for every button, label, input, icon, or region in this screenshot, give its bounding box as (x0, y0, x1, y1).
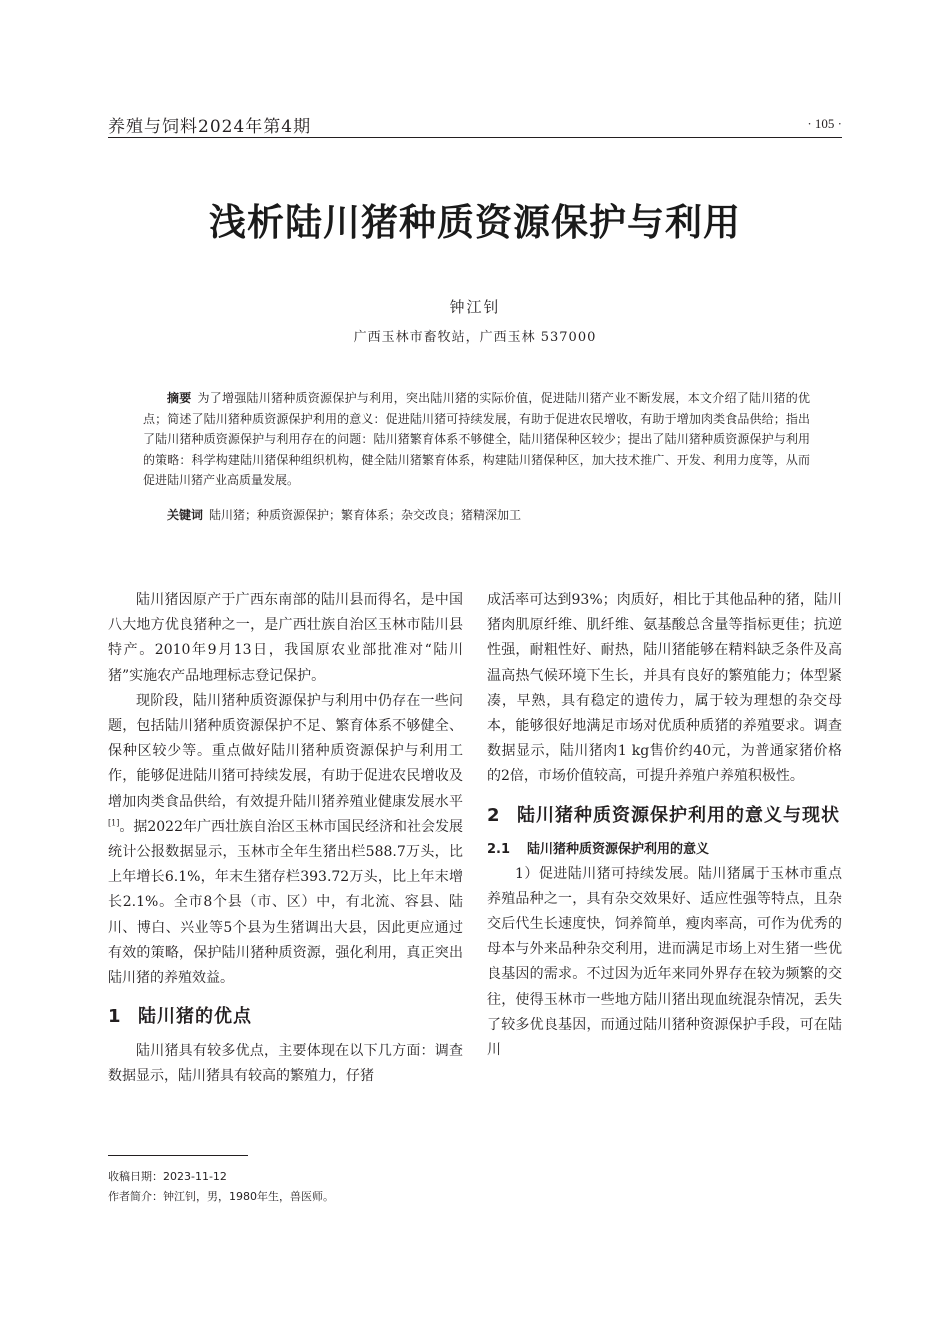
body-paragraph: 陆川猪因原产于广西东南部的陆川县而得名，是中国八大地方优良猪种之一，是广西壮族自治区玉林市陆川县特产。2010年9月13日，我国原农业部批准对“陆川猪”实施农产品地理标志登记保护。 (108, 592, 463, 684)
body-paragraph: 成活率可达到93%；肉质好，相比于其他品种的猪，陆川猪肉肌原纤维、肌纤维、氨基酸总含量等指标更佳；抗逆性强，耐粗性好、耐热，陆川猪能够在精料缺乏条件及高温高热气候环境下生长，并具有良好的繁殖能力；体型紧凑，早熟，具有稳定的遗传力，属于较为理想的杂交母本，能够很好地满足市场对优质种质猪的养殖要求。调查数据显示，陆川猪肉1 kg售价约40元，为普通家猪价格的2倍，市场价值较高，可提升养殖户养殖积极性。 (487, 592, 842, 785)
abstract-text: 为了增强陆川猪种质资源保护与利用，突出陆川猪的实际价值，促进陆川猪产业不断发展，本文介绍了陆川猪的优点；简述了陆川猪种质资源保护利用的意义：促进陆川猪可持续发展，有助于促进农民增收，有助于增加肉类食品供给；指出了陆川猪种质资源保护与利用存在的问题：陆川猪繁育体系不够健全，陆川猪保种区较少；提出了陆川猪种质资源保护与利用的策略：科学构建陆川猪保种组织机构，健全陆川猪繁育体系，构建陆川猪保种区，加大技术推广、开发、利用力度等，从而促进陆川猪产业高质量发展。 (143, 391, 810, 487)
section-heading-2 (487, 802, 842, 830)
footnote-rule (108, 1155, 248, 1156)
received-date: 收稿日期：2023-11-12 (108, 1170, 227, 1183)
page-number: · 105 · (807, 116, 842, 131)
author-bio: 作者简介：钟江钊，男，1980年生，兽医师。 (108, 1190, 334, 1203)
body-paragraph: 陆川猪具有较多优点，主要体现在以下几方面：调查数据显示，陆川猪具有较高的繁殖力，仔猪 (108, 1043, 463, 1085)
author-affiliation: 广西玉林市畜牧站，广西玉林 537000 (353, 330, 597, 345)
article-title: 浅析陆川猪种质资源保护与利用 (209, 201, 741, 244)
section-heading-1 (108, 1003, 463, 1031)
citation-ref[interactable]: [1] (108, 818, 120, 828)
paragraph-text: 。据2022年广西壮族自治区玉林市国民经济和社会发展统计公报数据显示，玉林市全年生猪出栏588.7万头，比上年增长6.1%，年末生猪存栏393.72万头，比上年末增长2.1%。全市8个县（市、区）中，有北流、容县、陆川、博白、兴业等5个县为生猪调出大县，因此更应通过有效的策略，保护陆川猪种质资源，强化利用，真正突出陆川猪的养殖效益。 (108, 818, 463, 987)
author-name: 钟江钊 (449, 298, 501, 316)
journal-issue: 养殖与饲料2024年第4期 (108, 117, 312, 137)
section-number: 1 (108, 1006, 122, 1028)
abstract-label: 摘要 (167, 391, 192, 405)
section-title: 陆川猪的优点 (138, 1006, 252, 1028)
left-column (108, 588, 463, 1090)
section-number: 2 (487, 804, 501, 826)
keywords (167, 506, 521, 523)
body-paragraph: 1）促进陆川猪可持续发展。陆川猪属于玉林市重点养殖品种之一，具有杂交效果好、适应性强等特点，且杂交后代生长速度快，饲养简单，瘦肉率高，可作为优秀的母本与外来品种杂交利用，进而满足市场上对生猪一些优良基因的需求。不过因为近年来同外界存在较为频繁的交往，使得玉林市一些地方陆川猪出现血统混杂情况，丢失了较多优良基因，而通过陆川猪种资源保护手段，可在陆川 (487, 865, 842, 1059)
running-header (108, 110, 842, 138)
subsection-heading-2-1 (487, 838, 842, 862)
right-column (487, 588, 842, 1063)
paragraph-text: 现阶段，陆川猪种质资源保护与利用中仍存在一些问题，包括陆川猪种质资源保护不足、繁育体系不够健全、保种区较少等。重点做好陆川猪种质资源保护与利用工作，能够促进陆川猪可持续发展，有助于促进农民增收及增加肉类食品供给，有效提升陆川猪养殖业健康发展水平 (108, 692, 463, 810)
section-title: 陆川猪种质资源保护利用的意义与现状 (517, 804, 840, 826)
keywords-text: 陆川猪；种质资源保护；繁育体系；杂交改良；猪精深加工 (209, 508, 522, 522)
header-rule (108, 137, 842, 138)
subsection-number: 2.1 (487, 841, 511, 857)
body-paragraph (108, 689, 463, 991)
keywords-label: 关键词 (167, 508, 204, 522)
subsection-title: 陆川猪种质资源保护利用的意义 (527, 841, 710, 857)
abstract (143, 388, 810, 491)
